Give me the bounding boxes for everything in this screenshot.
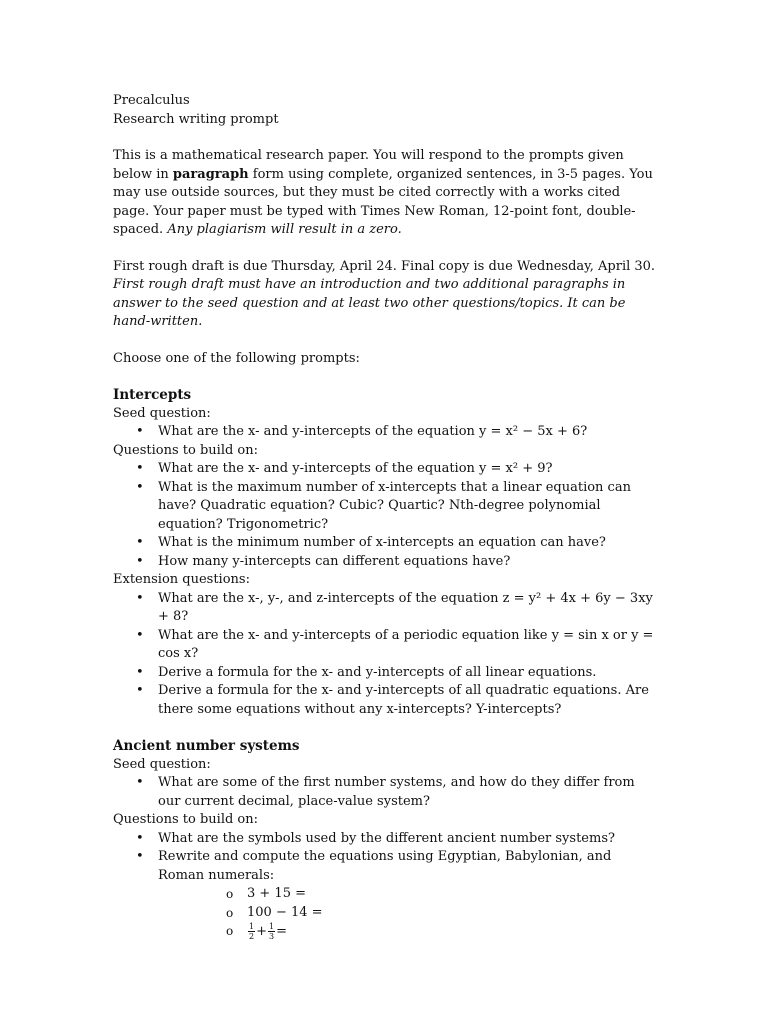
intro-text-1: This is a mathematical research paper. You will respond to the prompts given below in (113, 148, 624, 182)
list-item: • What are the x- and y-intercepts of the equation y = x² + 9? (113, 460, 658, 479)
list-item: • What are the symbols used by the different ancient number systems? (113, 830, 658, 849)
plus-sign: + (256, 924, 267, 939)
fraction-denominator: 2 (249, 932, 255, 941)
equation-item: o 100 − 14 = (158, 904, 658, 923)
fraction-one-third (268, 922, 275, 941)
section-heading-intercepts: Intercepts (113, 387, 192, 403)
section-heading-ancient-number-systems: Ancient number systems (113, 738, 300, 754)
build-questions-label: Questions to build on: (113, 442, 259, 458)
build-questions-list (113, 830, 658, 942)
intro-plagiarism-note: Any plagiarism will result in a zero. (167, 222, 402, 237)
course-title: Precalculus (113, 93, 190, 108)
document-subtitle: Research writing prompt (113, 111, 279, 127)
list-item-text: Rewrite and compute the equations using Egyptian, Babylonian, and Roman numerals: (158, 849, 612, 883)
list-item: • Derive a formula for the x- and y-intercepts of all quadratic equations. Are there some equations without any x-intercepts? Y-intercepts? (113, 682, 658, 719)
equation-item-fractions (158, 922, 658, 942)
document-body (113, 92, 658, 942)
extension-questions-label: Extension questions: (113, 572, 250, 587)
list-item: • What is the minimum number of x-intercepts an equation can have? (113, 534, 658, 553)
fraction-one-half (248, 922, 255, 941)
list-item: • Derive a formula for the x- and y-intercepts of all linear equations. (113, 664, 658, 683)
seed-question-label: Seed question: (113, 756, 211, 772)
fraction-denominator: 3 (269, 932, 275, 941)
list-item: • What are the x- and y-intercepts of a periodic equation like y = sin x or y = cos x? (113, 627, 658, 664)
seed-question-list (113, 423, 658, 442)
build-questions-list (113, 460, 658, 571)
choose-prompt-line: Choose one of the following prompts: (113, 350, 360, 366)
list-item: • How many y-intercepts can different equations have? (113, 553, 658, 572)
intro-bold-word: paragraph (172, 166, 249, 182)
list-item: • What are the x-, y-, and z-intercepts of the equation z = y² + 4x + 6y − 3xy + 8? (113, 590, 658, 627)
fraction-numerator: o 1 (249, 922, 255, 931)
list-item (113, 848, 658, 942)
equation-item: o 3 + 15 = (158, 885, 658, 904)
seed-question-list (113, 774, 658, 811)
draft-requirements: First rough draft must have an introduction and two additional paragraphs in answer to the seed question and at least two other questions/topics. It can be hand-written. (113, 277, 626, 329)
intro-paragraph (113, 147, 658, 240)
list-item: • What are the x- and y-intercepts of the equation y = x² − 5x + 6? (113, 423, 658, 442)
build-questions-label: Questions to build on: (113, 812, 259, 827)
list-item: • What is the maximum number of x-intercepts that a linear equation can have? Quadratic equation? Cubic? Quartic? Nth-degree polynomial equation? Trigonometric? (113, 479, 658, 535)
extension-questions-list (113, 590, 658, 720)
list-item: • What are some of the first number systems, and how do they differ from our current decimal, place-value system? (113, 774, 658, 811)
intro-text-2: form using complete, organized sentences, in 3-5 pages. You may use outside sources, but they must be cited correctly with a works cited page. Your paper must be typed with Times New Roman, 12-point font, double-spaced. (113, 166, 653, 237)
equation-list (158, 885, 658, 942)
seed-question-label: Seed question: (113, 405, 211, 421)
due-dates-line: First rough draft is due Thursday, April 24. Final copy is due Wednesday, April 30. (113, 258, 656, 274)
equals-sign: = (276, 924, 287, 939)
fraction-numerator: 1 (269, 922, 275, 931)
